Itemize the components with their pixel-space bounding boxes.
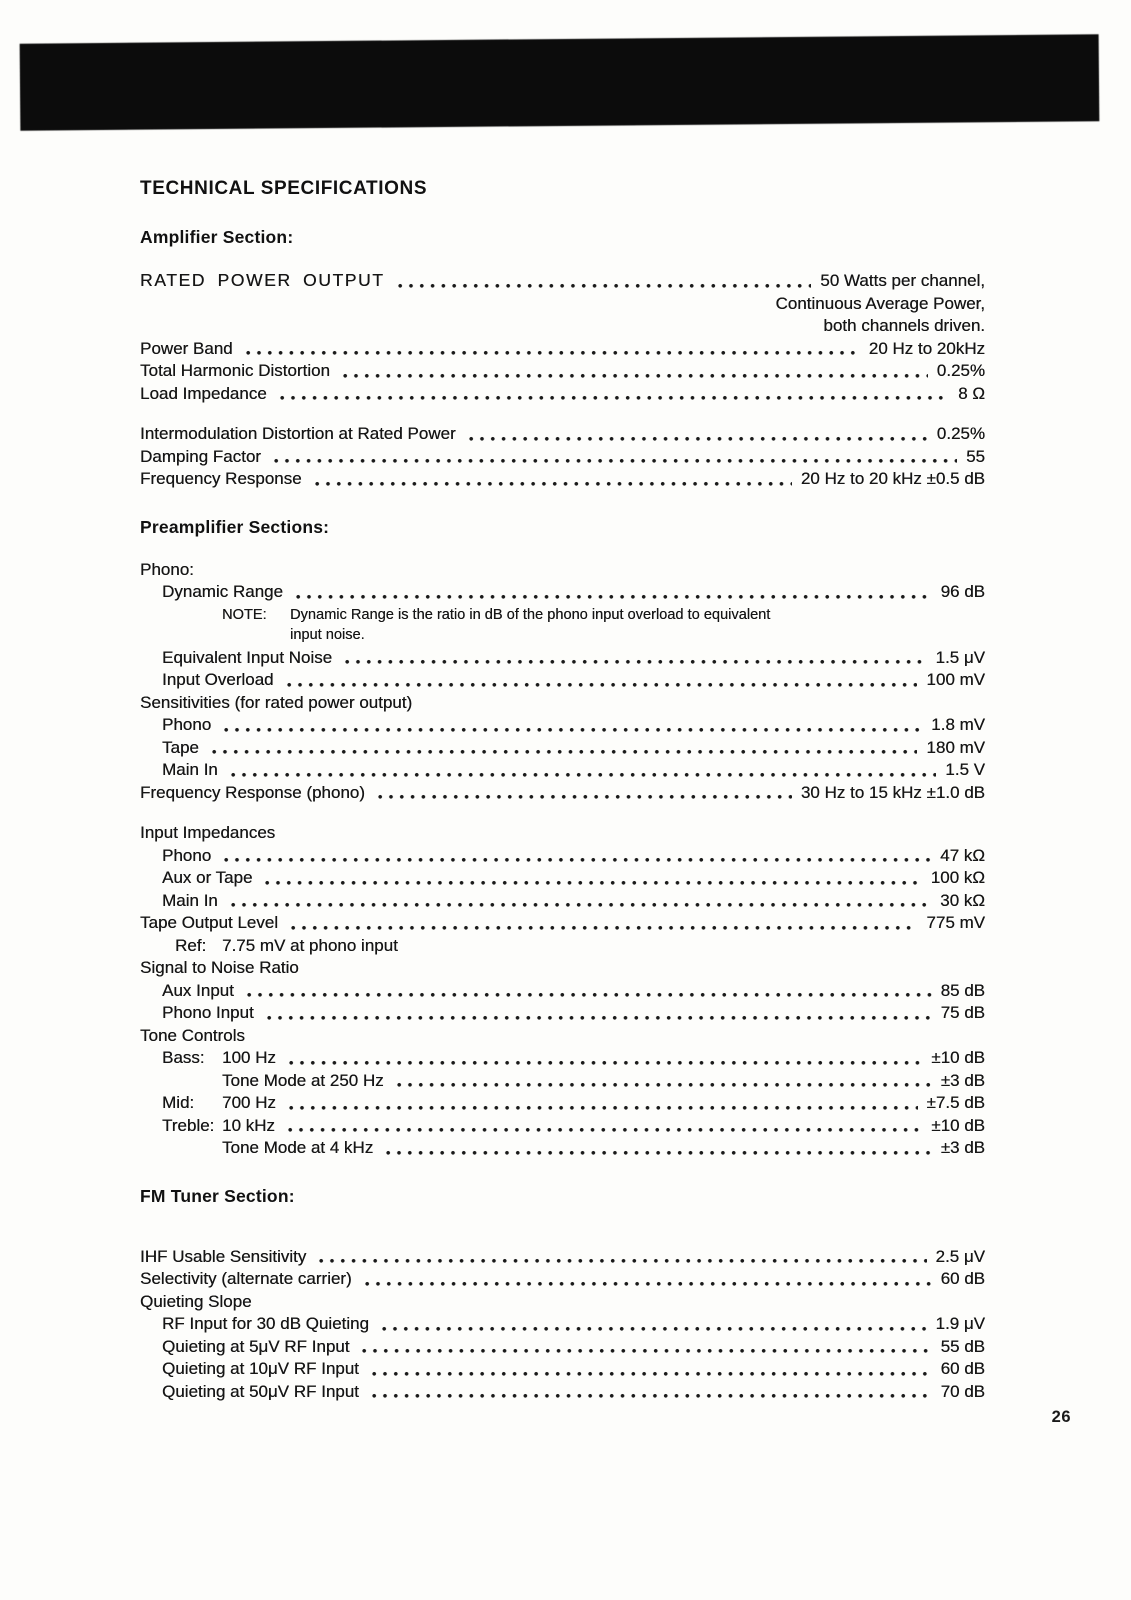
row-gap xyxy=(140,804,985,822)
spec-label: Aux or Tape xyxy=(162,868,253,887)
dot-leader-icon xyxy=(378,794,792,800)
spec-section xyxy=(140,517,985,1160)
dot-leader-icon xyxy=(397,1082,932,1088)
group-label-row xyxy=(140,559,985,582)
spec-label: Main In xyxy=(162,890,218,910)
spec-label: Dynamic Range xyxy=(162,582,283,601)
spec-value: ±3 dB xyxy=(940,1138,985,1157)
spec-value: 1.5 V xyxy=(945,760,985,779)
section-heading: Amplifier Section: xyxy=(140,227,294,247)
reference-prefix: Ref: xyxy=(175,935,207,955)
spec-value: 180 mV xyxy=(926,737,985,757)
group-label: Phono: xyxy=(140,559,194,579)
dot-leader-icon xyxy=(365,1281,932,1287)
spec-row xyxy=(140,759,985,782)
spec-row xyxy=(140,1336,985,1359)
dot-leader-icon xyxy=(296,594,932,600)
spec-row xyxy=(140,1246,985,1269)
spec-value: 75 dB xyxy=(940,1003,985,1022)
dot-leader-icon xyxy=(212,749,918,755)
spec-row xyxy=(140,737,985,760)
spec-value: 775 mV xyxy=(926,913,985,932)
group-label: Input Impedances xyxy=(140,823,276,842)
spec-value: 60 dB xyxy=(940,1359,985,1378)
group-label-row xyxy=(140,822,985,845)
spec-section xyxy=(140,227,985,491)
spec-list xyxy=(140,227,985,1403)
spec-value: 50 Watts per channel, xyxy=(820,271,985,290)
dot-leader-icon xyxy=(382,1326,927,1332)
reference-row xyxy=(140,935,985,958)
spec-row xyxy=(140,1047,985,1070)
spec-label: Tape xyxy=(162,737,199,757)
spec-value: 96 dB xyxy=(940,582,985,601)
spec-row xyxy=(140,338,985,361)
dot-leader-icon xyxy=(372,1371,932,1377)
page-title: TECHNICAL SPECIFICATIONS xyxy=(140,178,428,199)
note xyxy=(140,605,985,645)
group-label: Sensitivities (for rated power output) xyxy=(140,692,413,712)
scanned-header-ink-bar xyxy=(21,35,1099,129)
spec-row xyxy=(140,1092,985,1115)
spec-label: Phono Input xyxy=(162,1003,254,1022)
spec-label: Input Overload xyxy=(162,670,274,689)
note-line: input noise. xyxy=(290,626,365,643)
spec-label: Phono xyxy=(162,715,212,734)
dot-leader-icon xyxy=(315,481,792,487)
spec-label: RATED POWER OUTPUT xyxy=(140,270,385,290)
spec-value: 70 dB xyxy=(940,1381,985,1401)
spec-label: Load Impedance xyxy=(140,383,267,403)
dot-leader-icon xyxy=(267,1015,932,1021)
note-prefix: NOTE: xyxy=(222,606,267,623)
spec-label: IHF Usable Sensitivity xyxy=(140,1246,307,1266)
spec-label: Total Harmonic Distortion xyxy=(140,361,330,380)
spec-label: 700 Hz xyxy=(222,1093,276,1112)
spec-document xyxy=(140,178,985,1419)
group-label-row xyxy=(140,1025,985,1048)
dot-leader-icon xyxy=(469,436,928,442)
spec-value: 47 kΩ xyxy=(940,845,985,865)
group-label-row xyxy=(140,692,985,715)
spec-row xyxy=(140,714,985,737)
dot-leader-icon xyxy=(362,1348,931,1354)
spec-row xyxy=(140,890,985,913)
group-label: Quieting Slope xyxy=(140,1291,252,1311)
spec-value: ±7.5 dB xyxy=(926,1093,985,1112)
spec-row xyxy=(140,782,985,805)
spec-row xyxy=(140,1070,985,1093)
spec-row xyxy=(140,468,985,491)
spec-label: Tape Output Level xyxy=(140,913,278,932)
spec-row xyxy=(140,1358,985,1381)
dot-leader-icon xyxy=(319,1258,926,1264)
dot-leader-icon xyxy=(372,1393,932,1399)
dot-leader-icon xyxy=(224,857,931,863)
spec-section xyxy=(140,1186,985,1404)
spec-row xyxy=(140,383,985,406)
spec-value: 8 Ω xyxy=(958,383,985,403)
value-continuation-row xyxy=(140,315,985,338)
spec-sublabel: Treble: xyxy=(162,1115,215,1135)
section-heading: FM Tuner Section: xyxy=(140,1185,295,1206)
dot-leader-icon xyxy=(224,727,922,733)
spec-row xyxy=(140,1137,985,1160)
dot-leader-icon xyxy=(231,772,937,778)
dot-leader-icon xyxy=(246,350,860,356)
dot-leader-icon xyxy=(231,902,931,908)
spec-label: Damping Factor xyxy=(140,446,261,466)
spec-label: Equivalent Input Noise xyxy=(162,647,333,667)
dot-leader-icon xyxy=(386,1150,931,1156)
spec-value: 0.25% xyxy=(936,361,985,380)
spec-label: Main In xyxy=(162,760,218,779)
dot-leader-icon xyxy=(291,925,917,931)
section-heading: Preamplifier Sections: xyxy=(140,516,330,537)
spec-value: ±10 dB xyxy=(931,1048,985,1067)
spec-label: Aux Input xyxy=(162,980,234,1000)
spec-label: 100 Hz xyxy=(222,1048,276,1067)
spec-row xyxy=(140,581,985,604)
spec-value: 30 Hz to 15 kHz ±1.0 dB xyxy=(800,782,985,802)
spec-value-continuation: both channels driven. xyxy=(823,316,985,335)
dot-leader-icon xyxy=(288,1127,922,1133)
spec-value: 0.25% xyxy=(936,424,985,443)
row-gap xyxy=(140,1228,985,1246)
spec-row xyxy=(140,1268,985,1291)
spec-value: 60 dB xyxy=(940,1269,985,1288)
spec-label: Frequency Response (phono) xyxy=(140,782,365,802)
dot-leader-icon xyxy=(247,992,932,998)
dot-leader-icon xyxy=(289,1105,918,1111)
spec-label: Power Band xyxy=(140,338,233,358)
spec-row xyxy=(140,360,985,383)
spec-value: 20 Hz to 20kHz xyxy=(868,338,985,358)
dot-leader-icon xyxy=(287,682,918,688)
spec-label: Tone Mode at 4 kHz xyxy=(222,1138,374,1157)
dot-leader-icon xyxy=(345,659,926,665)
spec-row xyxy=(140,1115,985,1138)
dot-leader-icon xyxy=(280,395,949,401)
spec-row xyxy=(140,446,985,469)
spec-value: ±10 dB xyxy=(931,1115,985,1135)
spec-value: 85 dB xyxy=(940,980,985,1000)
spec-row xyxy=(140,1313,985,1336)
spec-value: 55 dB xyxy=(940,1336,985,1356)
spec-row xyxy=(140,647,985,670)
spec-sublabel: Mid: xyxy=(162,1093,195,1112)
group-label: Tone Controls xyxy=(140,1025,245,1045)
spec-value: 1.8 mV xyxy=(931,715,985,734)
spec-row xyxy=(140,269,985,293)
dot-leader-icon xyxy=(398,283,812,289)
spec-label: Tone Mode at 250 Hz xyxy=(222,1070,384,1090)
spec-row xyxy=(140,867,985,890)
spec-row xyxy=(140,669,985,692)
note-text xyxy=(290,605,770,645)
group-label: Signal to Noise Ratio xyxy=(140,958,299,977)
spec-value: 55 xyxy=(966,446,985,466)
dot-leader-icon xyxy=(343,373,928,379)
spec-label: Selectivity (alternate carrier) xyxy=(140,1269,352,1288)
spec-sublabel: Bass: xyxy=(162,1048,205,1067)
group-label-row xyxy=(140,957,985,980)
spec-label: 10 kHz xyxy=(222,1115,275,1135)
spec-value: 100 mV xyxy=(926,670,985,689)
spec-row xyxy=(140,1381,985,1404)
spec-value: 1.9 μV xyxy=(935,1314,985,1333)
spec-row xyxy=(140,912,985,935)
note-line: Dynamic Range is the ratio in dB of the phono input overload to equivalent xyxy=(290,606,771,623)
spec-row xyxy=(140,845,985,868)
spec-label: Quieting at 10μV RF Input xyxy=(162,1359,359,1378)
spec-value: 2.5 μV xyxy=(935,1246,985,1266)
value-continuation-row xyxy=(140,293,985,316)
group-label-row xyxy=(140,1291,985,1314)
dot-leader-icon xyxy=(274,458,957,464)
spec-value: ±3 dB xyxy=(940,1070,985,1090)
spec-value: 1.5 μV xyxy=(935,647,985,667)
spec-value: 100 kΩ xyxy=(930,868,985,887)
spec-label: RF Input for 30 dB Quieting xyxy=(162,1314,369,1333)
dot-leader-icon xyxy=(289,1060,922,1066)
reference-text: 7.75 mV at phono input xyxy=(222,935,398,955)
spec-label: Phono xyxy=(162,845,212,865)
spec-label: Quieting at 50μV RF Input xyxy=(162,1381,359,1401)
spec-label: Frequency Response xyxy=(140,469,302,488)
spec-value-continuation: Continuous Average Power, xyxy=(775,293,985,313)
spec-row xyxy=(140,423,985,446)
spec-row xyxy=(140,1002,985,1025)
spec-label: Intermodulation Distortion at Rated Power xyxy=(140,424,456,443)
spec-value: 30 kΩ xyxy=(940,890,985,910)
page-number: 26 xyxy=(1051,1408,1071,1426)
spec-label: Quieting at 5μV RF Input xyxy=(162,1336,350,1356)
dot-leader-icon xyxy=(265,880,921,886)
spec-row xyxy=(140,980,985,1003)
spec-value: 20 Hz to 20 kHz ±0.5 dB xyxy=(800,469,985,488)
row-gap xyxy=(140,405,985,423)
